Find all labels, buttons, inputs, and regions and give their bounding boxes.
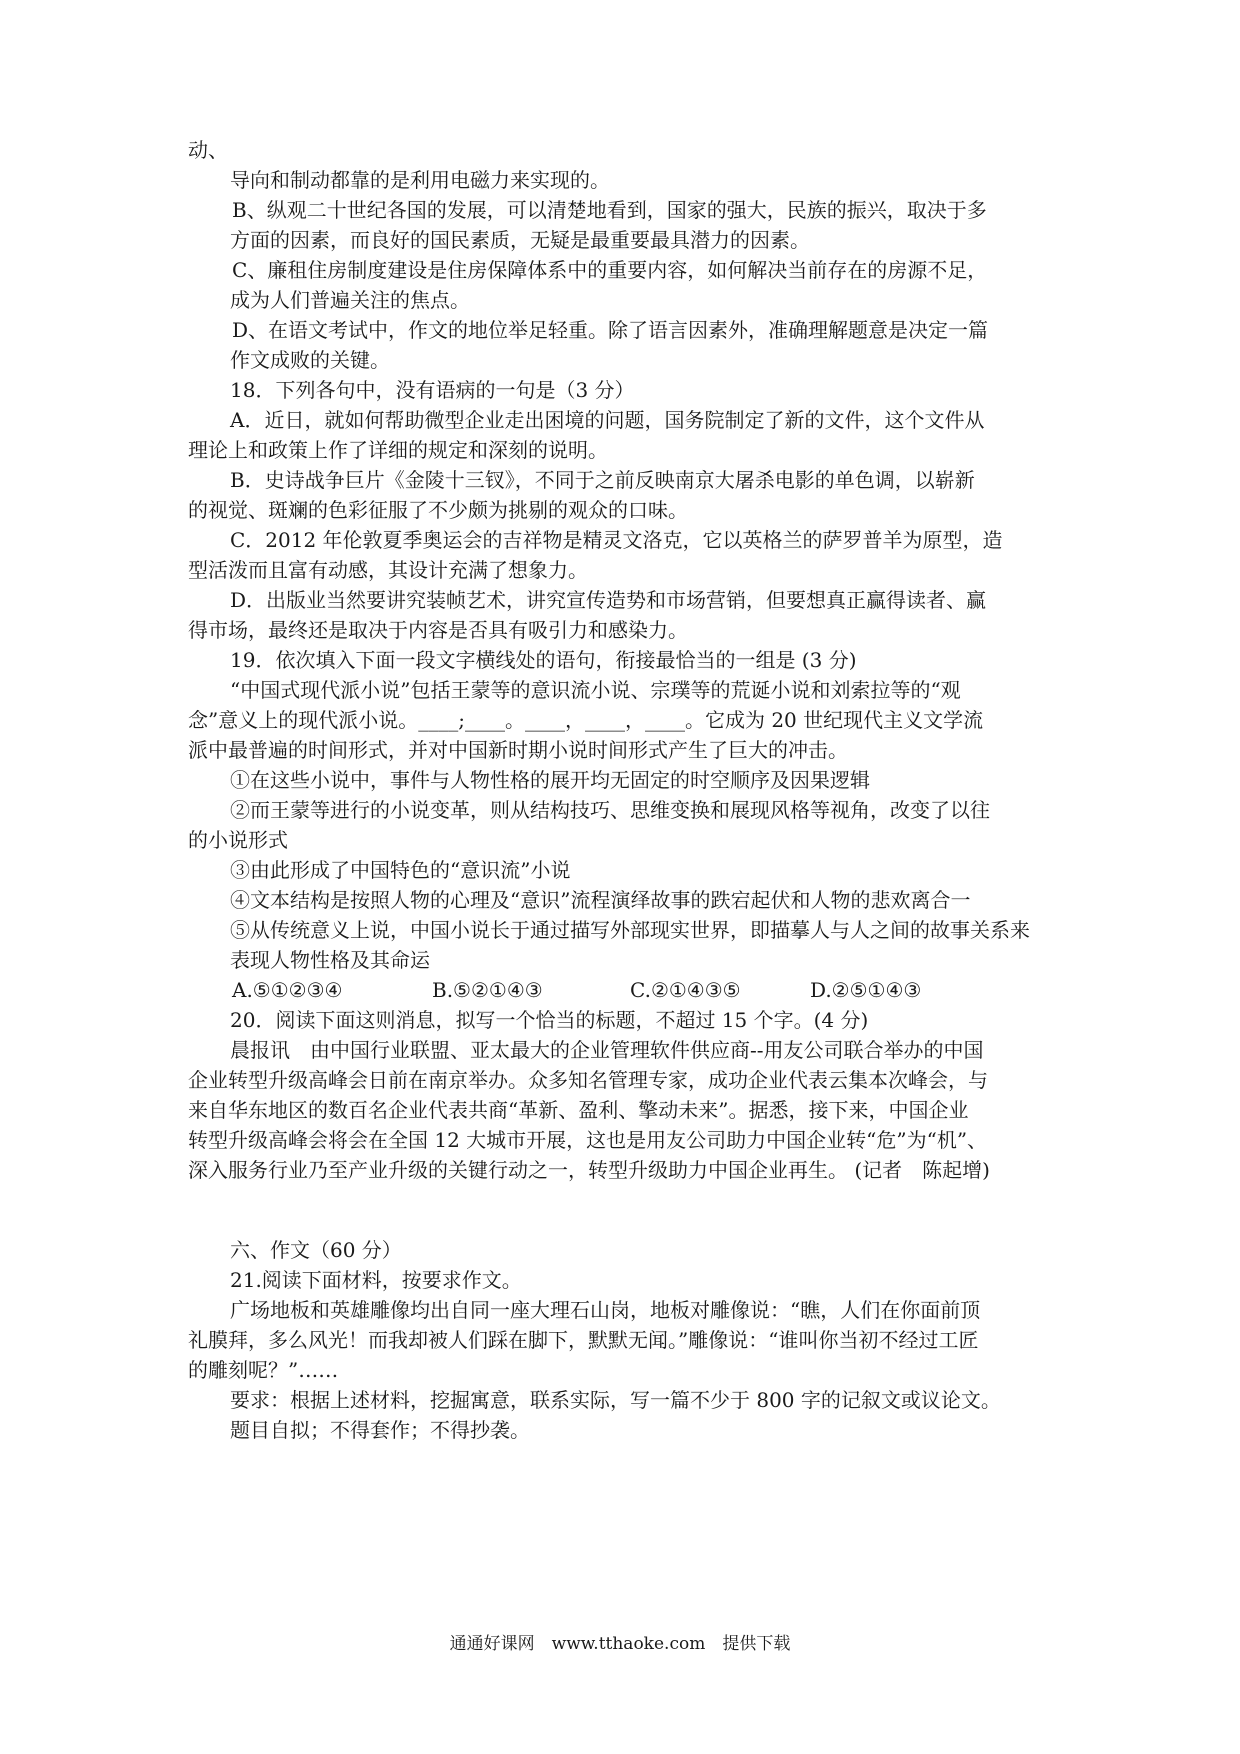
text-line: 型活泼而且富有动感，其设计充满了想象力。 [188,558,588,582]
text-line: D、在语文考试中，作文的地位举足轻重。除了语言因素外，准确理解题意是决定一篇 [232,318,989,342]
text-line: 导向和制动都靠的是利用电磁力来实现的。 [230,168,610,192]
question-stem: 21.阅读下面材料，按要求作文。 [230,1268,522,1292]
text-line: 来自华东地区的数百名企业代表共商“革新、盈利、擎动未来”。据悉，接下来，中国企业 [188,1098,969,1122]
text-line: 要求：根据上述材料，挖掘寓意，联系实际，写一篇不少于 800 字的记叙文或议论文。 [230,1388,1001,1412]
q19-option-c: C.②①④③⑤ [630,978,741,1002]
text-line: 广场地板和英雄雕像均出自同一座大理石山岗，地板对雕像说：“瞧，人们在你面前顶 [230,1298,981,1322]
text-line: A．近日，就如何帮助微型企业走出困境的问题，国务院制定了新的文件，这个文件从 [230,408,985,432]
text-line: 题目自拟；不得套作；不得抄袭。 [230,1418,530,1442]
text-line: C．2012 年伦敦夏季奥运会的吉祥物是精灵文洛克，它以英格兰的萨罗普羊为原型，造 [230,528,1003,552]
text-line: 理论上和政策上作了详细的规定和深刻的说明。 [188,438,608,462]
text-line: 念”意义上的现代派小说。____;____。____，____，____。它成为 20 世纪现代主义文学流 [188,708,984,732]
q19-option-b: B.⑤②①④③ [432,978,543,1002]
text-line: 的视觉、斑斓的色彩征服了不少颇为挑剔的观众的口味。 [188,498,688,522]
text-line: 成为人们普遍关注的焦点。 [230,288,470,312]
text-line: ②而王蒙等进行的小说变革，则从结构技巧、思维变换和展现风格等视角，改变了以往 [230,798,990,822]
text-line: C、廉租住房制度建设是住房保障体系中的重要内容，如何解决当前存在的房源不足， [232,258,988,282]
question-stem: 18．下列各句中，没有语病的一句是（3 分） [230,378,635,402]
text-line: 得市场，最终还是取决于内容是否具有吸引力和感染力。 [188,618,688,642]
text-line: 方面的因素，而良好的国民素质，无疑是最重要最具潜力的因素。 [230,228,810,252]
text-line: ③由此形成了中国特色的“意识流”小说 [230,858,571,882]
text-line: 派中最普遍的时间形式，并对中国新时期小说时间形式产生了巨大的冲击。 [188,738,848,762]
page-footer: 通通好课网 www.tthaoke.com 提供下载 [449,1634,791,1654]
section-title: 六、作文（60 分） [230,1238,402,1262]
text-line: 的小说形式 [188,828,288,852]
text-line: B、纵观二十世纪各国的发展，可以清楚地看到，国家的强大，民族的振兴，取决于多 [232,198,987,222]
question-stem: 19．依次填入下面一段文字横线处的语句，衔接最恰当的一组是 (3 分) [230,648,857,672]
text-line: 的雕刻呢？”…… [188,1358,339,1382]
q19-option-a: A.⑤①②③④ [232,978,343,1002]
text-line: 表现人物性格及其命运 [230,948,430,972]
text-line: B．史诗战争巨片《金陵十三钗》，不同于之前反映南京大屠杀电影的单色调，以崭新 [230,468,975,492]
text-line: 转型升级高峰会将会在全国 12 大城市开展，这也是用友公司助力中国企业转“危”为“机”、 [188,1128,988,1152]
question-stem: 20．阅读下面这则消息，拟写一个恰当的标题，不超过 15 个字。(4 分) [230,1008,869,1032]
text-line: “中国式现代派小说”包括王蒙等的意识流小说、宗璞等的荒诞小说和刘索拉等的“观 [230,678,961,702]
text-line: 动、 [188,138,228,162]
text-line: ①在这些小说中，事件与人物性格的展开均无固定的时空顺序及因果逻辑 [230,768,870,792]
text-line: ④文本结构是按照人物的心理及“意识”流程演绎故事的跌宕起伏和人物的悲欢离合一 [230,888,971,912]
text-line: 企业转型升级高峰会日前在南京举办。众多知名管理专家，成功企业代表云集本次峰会，与 [188,1068,988,1092]
text-line: ⑤从传统意义上说，中国小说长于通过描写外部现实世界，即描摹人与人之间的故事关系来 [230,918,1030,942]
text-line: 作文成败的关键。 [230,348,390,372]
text-line: 晨报讯 由中国行业联盟、亚太最大的企业管理软件供应商--用友公司联合举办的中国 [230,1038,984,1062]
text-line: 礼膜拜，多么风光！而我却被人们踩在脚下，默默无闻。”雕像说：“谁叫你当初不经过工匠 [188,1328,979,1352]
text-line: D．出版业当然要讲究装帧艺术，讲究宣传造势和市场营销，但要想真正赢得读者、赢 [230,588,987,612]
text-line: 深入服务行业乃至产业升级的关键行动之一，转型升级助力中国企业再生。 (记者 陈起增) [188,1158,990,1182]
q19-option-d: D.②⑤①④③ [810,978,922,1002]
